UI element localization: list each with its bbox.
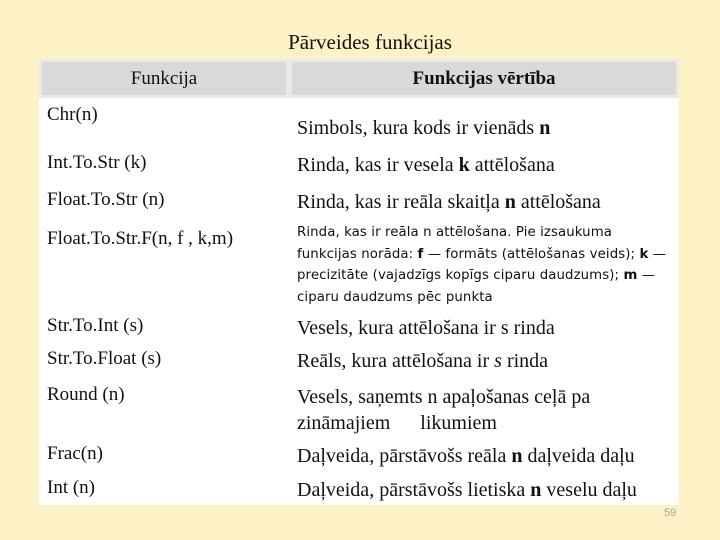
function-name: Round (n) bbox=[47, 384, 125, 405]
functions-table bbox=[39, 59, 679, 505]
header-value: Funkcijas vērtība bbox=[292, 62, 676, 95]
page-number: 59 bbox=[664, 507, 677, 519]
function-description: Daļveida, pārstāvošs lietiska n veselu daļu bbox=[297, 479, 637, 501]
function-description: Vesels, kura attēlošana ir s rinda bbox=[297, 317, 555, 339]
function-description: Reāls, kura attēlošana ir s rinda bbox=[297, 350, 549, 372]
header-function: Funkcija bbox=[42, 62, 286, 95]
function-name: Frac(n) bbox=[47, 443, 103, 464]
function-description: Rinda, kas ir reāla skaitļa n attēlošana bbox=[297, 191, 601, 213]
function-name: Float.To.Str (n) bbox=[47, 189, 165, 210]
function-description: Rinda, kas ir reāla n attēlošana. Pie izsaukuma funkcijas norāda: f — formāts (attēlošanas veids); k — precizitāte (vajadzīgs kopīgs ciparu daudzums); m — ciparu daudzums pēc punkta bbox=[297, 225, 667, 305]
function-description: Simbols, kura kods ir vienāds n bbox=[297, 117, 551, 139]
slide-title: Pārveides funkcijas bbox=[288, 30, 452, 54]
function-name: Int.To.Str (k) bbox=[47, 152, 147, 173]
function-name: Str.To.Float (s) bbox=[47, 348, 162, 369]
function-description: Vesels, saņemts n apaļošanas ceļā pa zināmajiem likumiem bbox=[297, 386, 591, 434]
function-name: Int (n) bbox=[47, 477, 96, 498]
function-name: Str.To.Int (s) bbox=[47, 315, 144, 336]
function-description: Daļveida, pārstāvošs reāla n daļveida daļu bbox=[297, 445, 635, 467]
function-description: Rinda, kas ir vesela k attēlošana bbox=[297, 154, 555, 176]
function-name: Chr(n) bbox=[47, 104, 98, 125]
function-name: Float.To.Str.F(n, f , k,m) bbox=[47, 228, 234, 249]
